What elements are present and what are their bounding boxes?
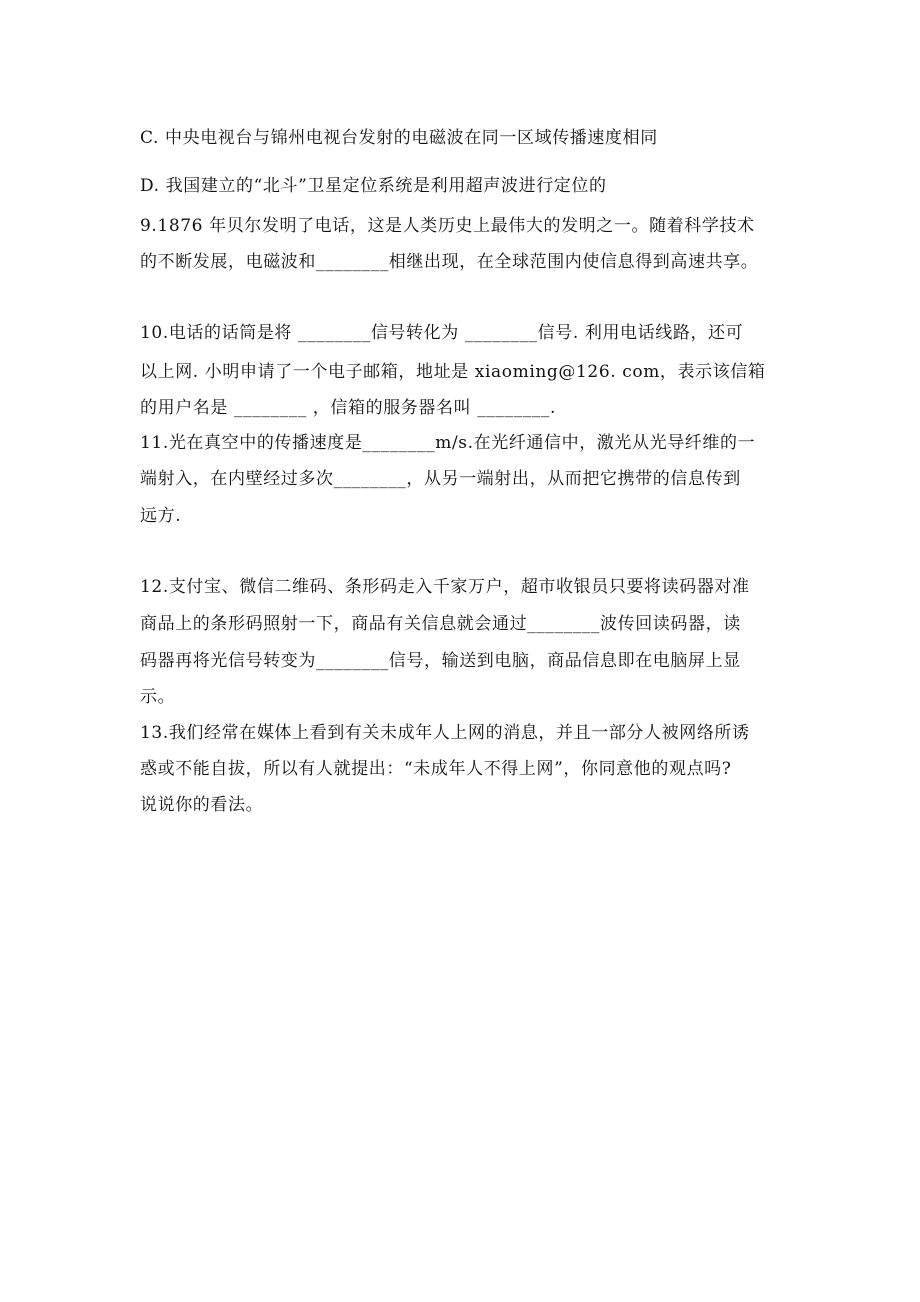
question-13-line-1: 13.我们经常在媒体上看到有关未成年人上网的消息，并且一部分人被网络所诱 — [140, 723, 750, 743]
option-c-text: C. 中央电视台与锦州电视台发射的电磁波在同一区域传播速度相同 — [140, 128, 658, 148]
question-12-line-3: 码器再将光信号转变为________信号，输送到电脑，商品信息即在电脑屏上显 — [140, 651, 741, 671]
question-11-line-3: 远方. — [140, 506, 182, 526]
question-11-line-1: 11.光在真空中的传播速度是________m/s.在光纤通信中，激光从光导纤维的一 — [140, 433, 756, 453]
question-9-line-2: 的不断发展，电磁波和________相继出现，在全球范围内使信息得到高速共享。 — [140, 252, 759, 272]
question-12-line-2: 商品上的条形码照射一下，商品有关信息就会通过________波传回读码器，读 — [140, 614, 741, 634]
question-9-line-1: 9.1876 年贝尔发明了电话，这是人类历史上最伟大的发明之一。随着科学技术 — [140, 216, 755, 236]
question-10-line-2: 以上网. 小明申请了一个电子邮箱，地址是 xiaoming@126. com，表示该信箱 — [140, 362, 766, 382]
question-12-line-4: 示。 — [140, 687, 176, 707]
question-10-line-1: 10.电话的话筒是将 ________信号转化为 ________信号. 利用电话线路，还可 — [140, 323, 744, 343]
question-11-line-2: 端射入，在内壁经过多次________，从另一端射出，从而把它携带的信息传到 — [140, 469, 741, 489]
question-13-line-2: 惑或不能自拔，所以有人就提出：“未成年人不得上网”，你同意他的观点吗? — [140, 759, 732, 779]
question-13-line-3: 说说你的看法。 — [140, 795, 264, 815]
question-12-line-1: 12.支付宝、微信二维码、条形码走入千家万户，超市收银员只要将读码器对准 — [140, 577, 750, 597]
question-10-line-3: 的用户名是 ________ ，信箱的服务器名叫 ________. — [140, 398, 557, 418]
option-d-text: D. 我国建立的“北斗”卫星定位系统是利用超声波进行定位的 — [140, 176, 607, 196]
